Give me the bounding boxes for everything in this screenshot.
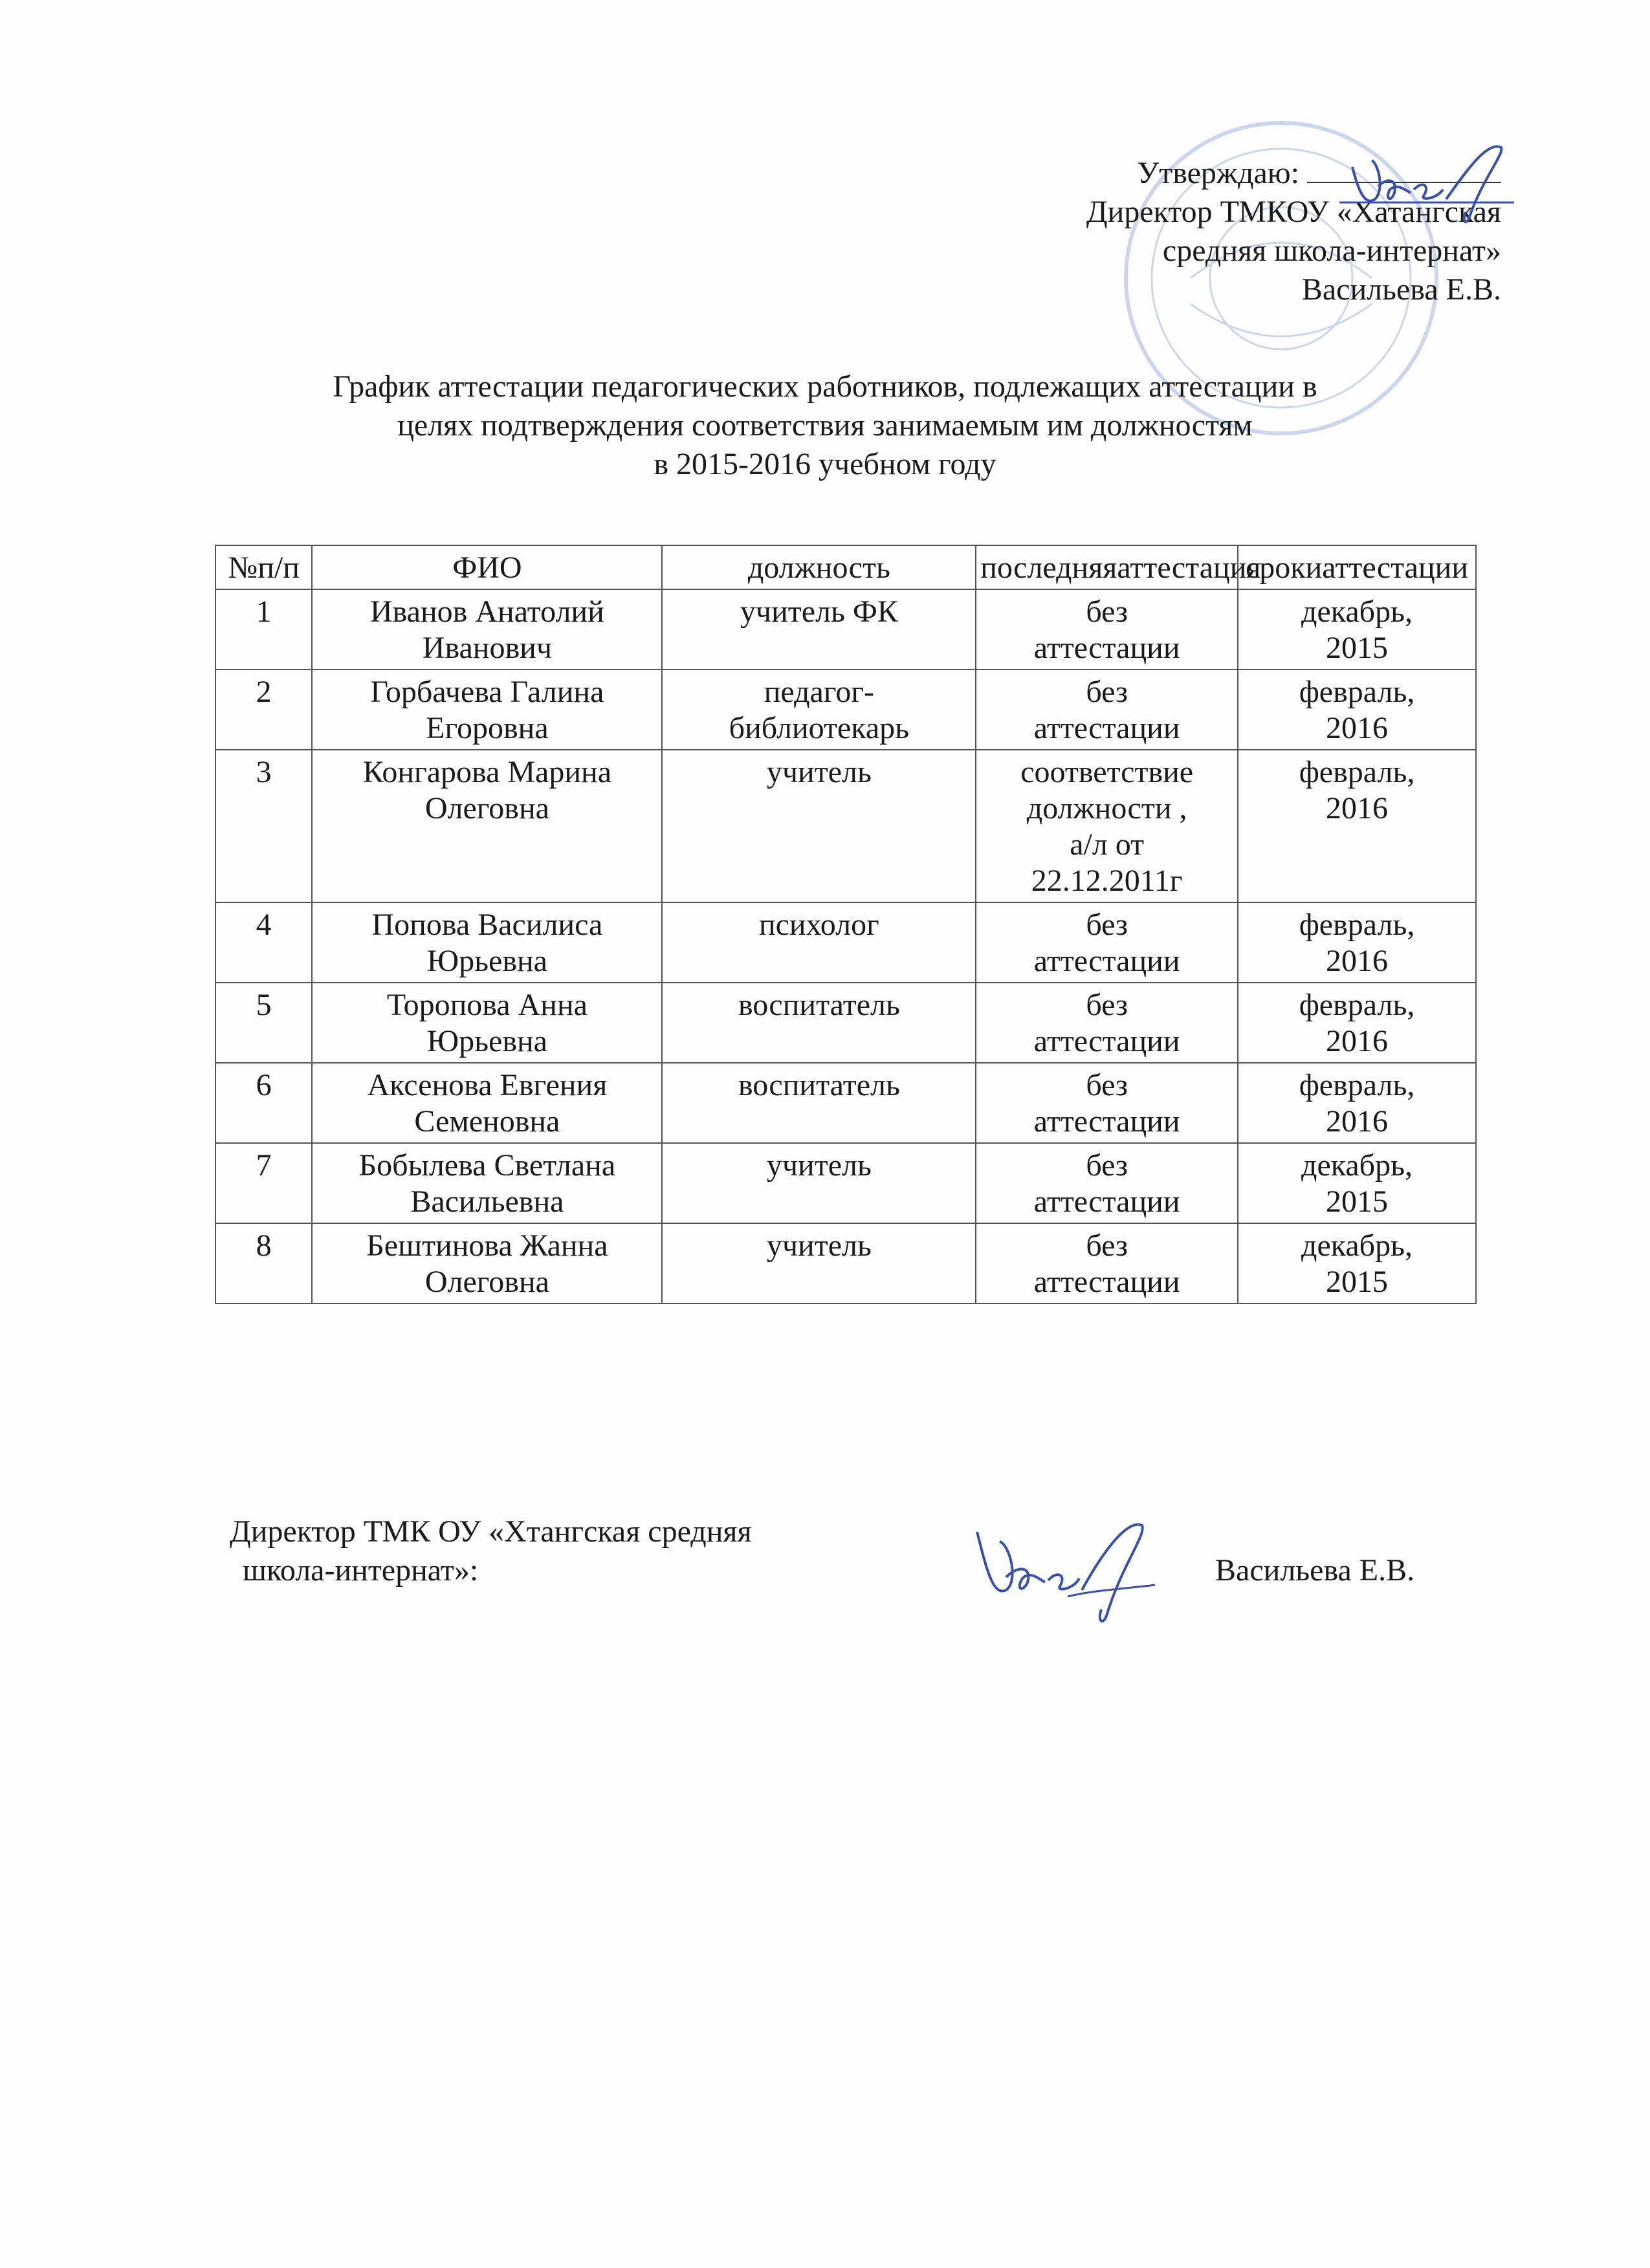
approval-line-4: Васильева Е.В. [1301,272,1501,307]
cell-fio: Попова Василиса Юрьевна [312,902,662,983]
cell-term: февраль, 2016 [1238,983,1476,1063]
cell-fio: Конгарова Марина Олеговна [312,750,662,902]
approval-line-3: средняя школа-интернат» [1162,234,1501,268]
cell-position: учитель [662,750,976,902]
cell-number: 2 [215,670,312,750]
footer-name: Васильева Е.В. [1215,1553,1415,1587]
cell-fio: Аксенова Евгения Семеновна [312,1063,662,1143]
table-row [215,1223,1476,1303]
cell-fio: Горбачева Галина Егоровна [312,670,662,750]
cell-last-attestation: без аттестации [976,1143,1238,1223]
header-fio: ФИО [312,545,662,589]
cell-position: учитель [662,1143,976,1223]
cell-number: 4 [215,902,312,983]
table-row [215,1063,1476,1143]
title-line-1: График аттестации педагогических работников, подлежащих аттестации в [333,369,1317,404]
approve-label: Утверждаю: [1137,156,1299,190]
cell-number: 7 [215,1143,312,1223]
cell-last-attestation: без аттестации [976,902,1238,983]
table-row [215,670,1476,750]
cell-number: 1 [215,589,312,670]
director-signature-bottom [958,1506,1165,1635]
cell-number: 6 [215,1063,312,1143]
document-title [162,367,1488,484]
table-row [215,750,1476,902]
cell-position: воспитатель [662,1063,976,1143]
approval-line-2: Директор ТМКОУ «Хатангская [1086,195,1501,229]
footer-line-2: школа-интернат»: [243,1553,479,1587]
cell-last-attestation: соответствие должности , а/л от 22.12.2011г [976,750,1238,902]
header-position: должность [662,545,976,589]
cell-number: 8 [215,1223,312,1303]
cell-fio: Иванов Анатолий Иванович [312,589,662,670]
table-row [215,983,1476,1063]
table-row [215,902,1476,983]
table-row [215,1143,1476,1223]
cell-last-attestation: без аттестации [976,589,1238,670]
header-attestation-term: срокиаттестации [1238,545,1476,589]
title-line-2: целях подтверждения соответствия занимаемым им должностям [397,408,1253,442]
cell-position: психолог [662,902,976,983]
cell-position: воспитатель [662,983,976,1063]
cell-term: декабрь, 2015 [1238,1143,1476,1223]
table-header-row [215,545,1476,589]
cell-fio: Торопова Анна Юрьевна [312,983,662,1063]
cell-term: февраль, 2016 [1238,750,1476,902]
attestation-table [215,545,1477,1304]
cell-last-attestation: без аттестации [976,983,1238,1063]
cell-number: 5 [215,983,312,1063]
cell-term: февраль, 2016 [1238,902,1476,983]
director-signature-top [1339,128,1521,232]
cell-position: учитель ФК [662,589,976,670]
cell-last-attestation: без аттестации [976,1063,1238,1143]
title-line-3: в 2015-2016 учебном году [654,447,996,481]
cell-term: февраль, 2016 [1238,1063,1476,1143]
footer-line-1: Директор ТМК ОУ «Хтангская средняя [230,1514,752,1549]
cell-fio: Бобылева Светлана Васильевна [312,1143,662,1223]
cell-number: 3 [215,750,312,902]
cell-last-attestation: без аттестации [976,670,1238,750]
cell-position: педагог- библиотекарь [662,670,976,750]
cell-term: февраль, 2016 [1238,670,1476,750]
footer-signatory [230,1512,752,1590]
header-last-attestation: последняяаттестация [976,545,1238,589]
table-row [215,589,1476,670]
cell-term: декабрь, 2015 [1238,589,1476,670]
header-number: №п/п [215,545,312,589]
cell-term: декабрь, 2015 [1238,1223,1476,1303]
cell-last-attestation: без аттестации [976,1223,1238,1303]
cell-position: учитель [662,1223,976,1303]
cell-fio: Бештинова Жанна Олеговна [312,1223,662,1303]
